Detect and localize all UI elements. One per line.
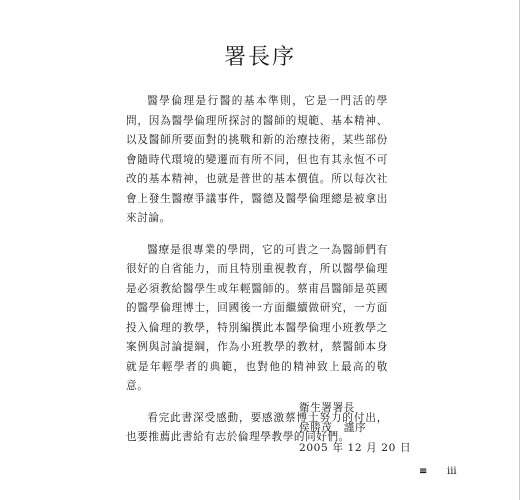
signature-date: 2005 年 12 月 20 日 <box>299 442 412 454</box>
signature-name: 侯勝茂 謹序 <box>299 422 367 434</box>
folio-mark: ≡ <box>419 466 429 477</box>
preface-title: 署長序 <box>223 45 296 70</box>
signature-block <box>299 398 411 458</box>
paragraph-2: 醫療是很專業的學問，它的可貴之一為醫師們有很好的自省能力，而且特別重視教育，所以醫學倫理是必須教給醫學生或年輕醫師的。蔡甫昌醫師是英國的醫學倫理博士，回國後一方面繼續做研究，一方面投入倫理的教學，特別編撰此本醫學倫理小班教學之案例與討論提綱，作為小班教學的教材，蔡醫師本身就是年輕學者的典範，也對他的精神致上最高的敬意。 <box>126 243 388 392</box>
page-number: iii <box>447 466 457 477</box>
signature-organization: 衛生署署長 <box>299 402 355 414</box>
paragraph-1: 醫學倫理是行醫的基本準則，它是一門活的學問，因為醫學倫理所探討的醫師的規範、基本精神、以及醫師所要面對的挑戰和新的治療技術，某些部份會隨時代環境的變遷而有所不同，但也有其永恆不可改的基本精神，也就是普世的基本價值。所以每次社會上發生醫療爭議事件，醫德及醫學倫理總是被拿出來討論。 <box>126 95 388 224</box>
preface-body <box>126 92 388 448</box>
paragraph-3: 看完此書深受感動，要感激蔡博士努力的付出，也要推薦此書給有志於倫理學教學的同好們。 <box>126 411 388 443</box>
